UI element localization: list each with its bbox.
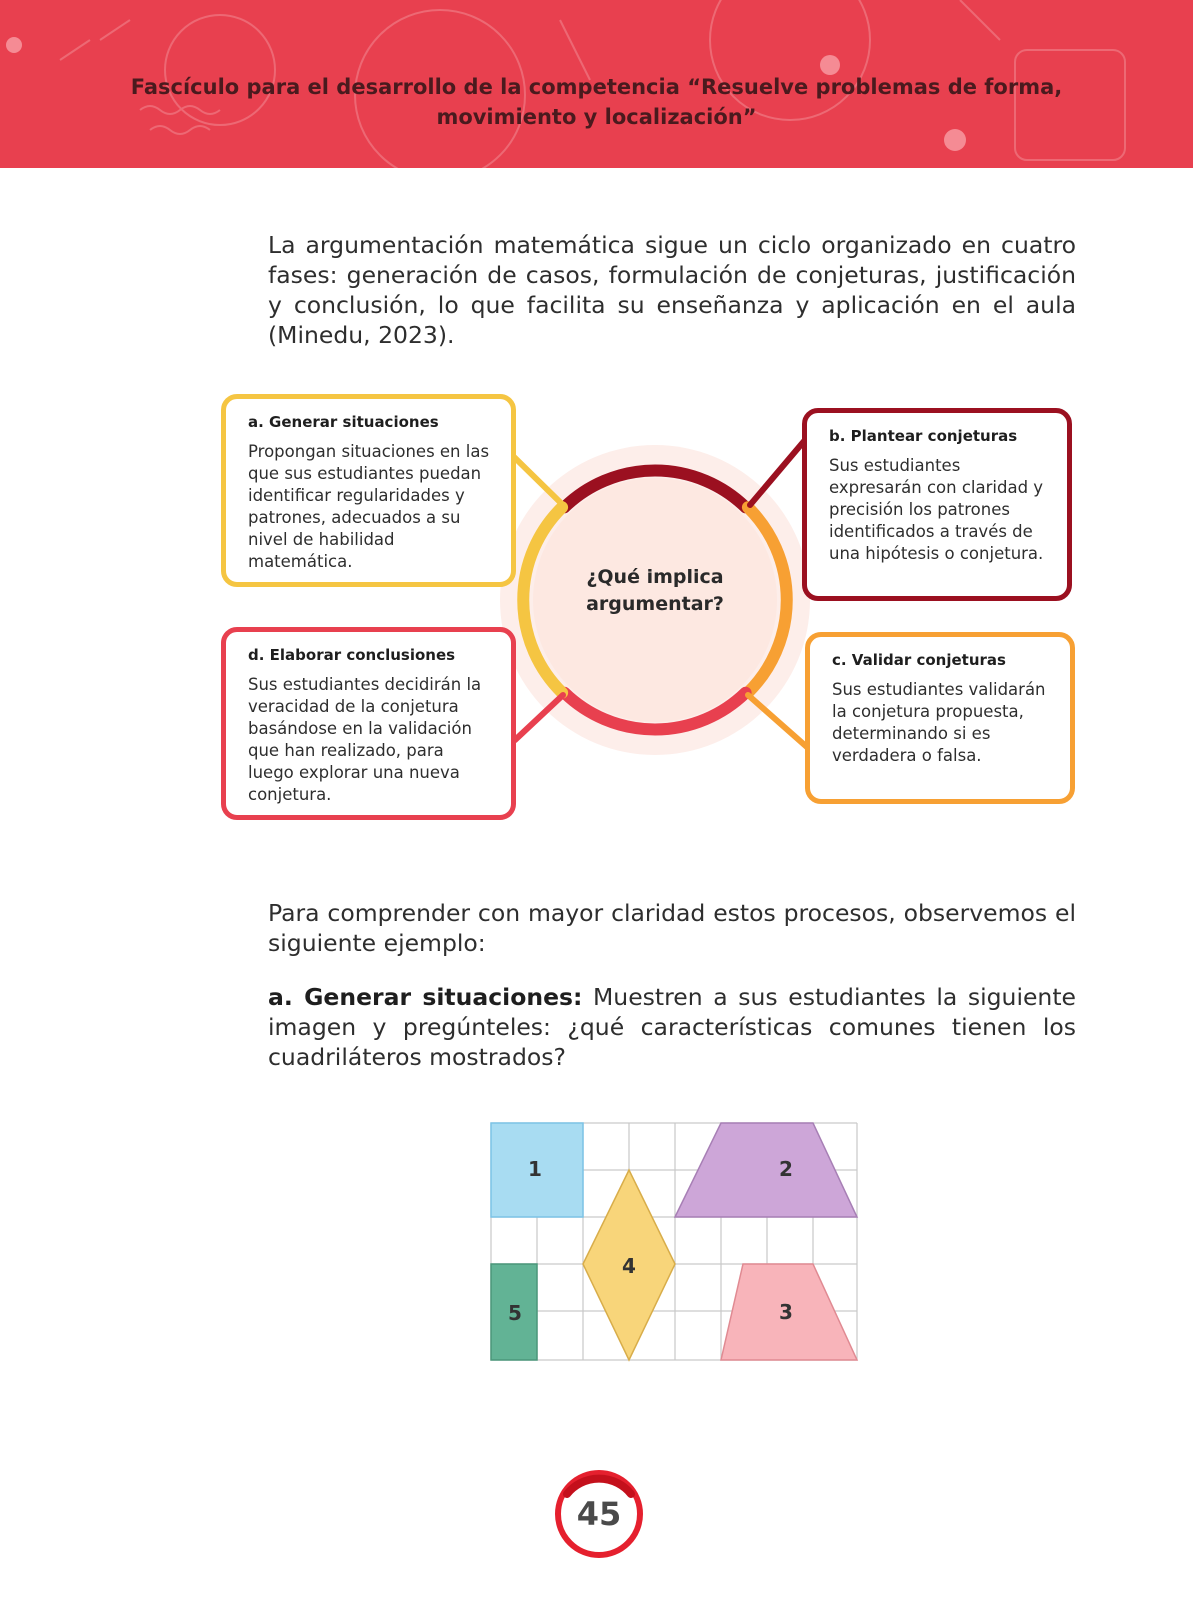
connector-c [748,695,808,748]
box-b-body: Sus estudiantes expresarán con claridad y precisión los patrones identificados a través de una hipótesis o conjetura. [829,456,1044,563]
center-label-line2: argumentar? [586,593,724,615]
box-a-generar-situaciones [221,394,516,587]
example-intro-paragraph: Para comprender con mayor claridad estos procesos, observemos el siguiente ejemplo: [268,899,1076,957]
box-d-body: Sus estudiantes decidirán la veracidad de la conjetura basándose en la validación que han realizado, para luego explorar una nueva conjetura. [248,675,482,804]
quadrilaterals-figure [488,1120,860,1370]
header-title-line2: movimiento y localización” [436,105,757,129]
box-c-validar-conjeturas [805,632,1075,804]
box-c-body: Sus estudiantes validarán la conjetura propuesta, determinando si es verdadera o falsa. [832,680,1046,765]
center-label-line1: ¿Qué implica [586,566,724,588]
intro-paragraph: La argumentación matemática sigue un ciclo organizado en cuatro fases: generación de casos, formulación de conjeturas, justificación y conclusión, lo que facilita su enseñanza y aplicación en el aula (Minedu, 2023). [268,231,1076,349]
box-a-body: Propongan situaciones en las que sus estudiantes puedan identificar regularidades y patrones, adecuados a su nivel de habilidad matemática. [248,442,490,571]
shape-label-5: 5 [508,1301,522,1325]
connector-b [750,440,805,505]
shape-label-4: 4 [622,1254,636,1278]
center-label [560,564,750,618]
shape-label-2: 2 [779,1157,793,1181]
page-number: 45 [576,1495,622,1533]
box-b-title: b. Plantear conjeturas [829,427,1018,445]
header-title-line1: Fascículo para el desarrollo de la competencia “Resuelve problemas de forma, [130,75,1063,99]
step-a-text: Muestren a sus estudiantes la siguiente imagen y pregúnteles: ¿qué características comunes tienen los cuadriláteros mostrados? [268,983,1076,1071]
trapezoid-shape-2 [675,1123,857,1217]
step-a-paragraph [268,982,1076,1072]
box-d-title: d. Elaborar conclusiones [248,646,456,664]
step-a-label: a. Generar situaciones: [268,983,583,1011]
shape-label-3: 3 [779,1300,793,1324]
box-c-title: c. Validar conjeturas [832,651,1006,669]
shape-label-1: 1 [528,1157,542,1181]
box-d-elaborar-conclusiones [221,627,516,820]
box-a-title: a. Generar situaciones [248,413,439,431]
box-b-plantear-conjeturas [802,408,1072,601]
connector-a [512,455,563,505]
